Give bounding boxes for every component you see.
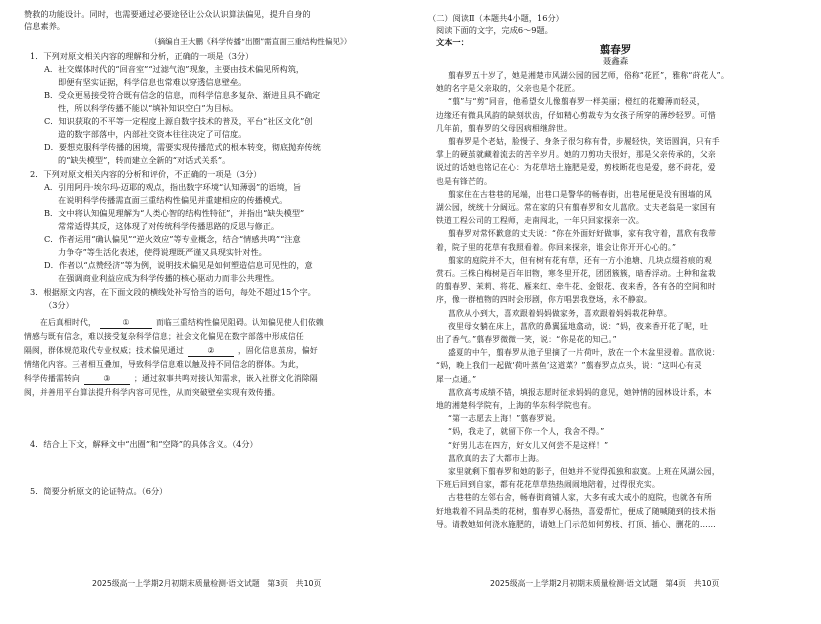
question-3-score: （3分） (44, 300, 74, 310)
story-line: 赏石。三株白梅树是百年旧物，寒冬里开花，团团簇簇，暗香浮动。土种和盆栽 (436, 269, 716, 278)
q2-option: 常常适得其反，这体现了对传统科学传播思路的反思与修正。 (58, 221, 280, 231)
question-3-stem: 3．根据原文内容，在下面文段的横线处补写恰当的语句，每处不超过15个字。 (30, 287, 316, 297)
right-page (410, 0, 821, 624)
q1-option: 的“缺失模型”，转而建立全新的“对话式关系”。 (58, 155, 231, 165)
story-line: 着，院子里的花草有我照看着。你回来探亲，谁会让你开开心心的。” (436, 242, 677, 252)
story-line: 也是有锋芒的。 (436, 176, 492, 186)
story-line: 翦家的庭院并不大，但有树有花有草，还有一方小池塘、几块点缀苔痕的观 (448, 255, 712, 265)
story-line: “好男儿志在四方，好女儿又何尝不是这样！” (448, 440, 609, 450)
blank-1[interactable]: ① (100, 318, 152, 329)
q1-option: A．社交媒体时代的“回音室”“过滤气泡”现象，主要由技术偏见所构筑， (44, 64, 305, 74)
story-line: 铁道工程公司的工程师，走南闯北，一年只回家探亲一次。 (436, 216, 644, 226)
question-1-stem: 1．下列对原文相关内容的理解和分析，正确的一项是（3分） (30, 51, 254, 61)
q2-option: A．引用阿丹·埃尔玛-迈耶的观点，指出数字环境“认知薄弱”的语境，旨 (44, 182, 302, 192)
q2-option: D．作者以“点赞经济”等为例，说明技术偏见是如何塑造信息可见性的，意 (44, 260, 313, 270)
blank-3[interactable]: ③ (84, 374, 130, 385)
story-line: “妈，晚上我们一起做‘荷叶蒸鱼’这道菜？”翦春罗点点头，说：“这叫心有灵 (436, 361, 702, 371)
q1-option: B．受众更易接受符合既有信念的信息，而科学信息多复杂、渐进且具不确定 (44, 90, 321, 100)
q3-passage-line: 科学传播需转向 ③ ；通过叙事共鸣对接认知需求，嵌入社群文化消除隔 (24, 374, 318, 383)
text-label: 文本一： (436, 37, 469, 47)
q1-option: 造的数字部落中，内部社交资本往往决定了可信度。 (58, 129, 247, 139)
story-line: 的翦春罗、茉莉、将花、雁来红、牵牛花、金银花、夜来香，各有各的空间和时 (436, 282, 716, 292)
story-line: 掌上的硬茧就藏着流去的苦辛岁月。她的刀剪功夫很好，那是父亲传承的，父亲 (436, 150, 716, 160)
story-line: 家里就剩下翦春罗和她的影子，但她并不觉得孤独和寂寞。上班在风湖公园， (448, 467, 720, 476)
q3-passage-line: 隔阂，群体规范取代专业权威；技术偏见通过 ② ，固化信息茧房，偏好 (24, 346, 318, 355)
story-line: 翦春罗是个老姑，脸慢子、身条子很匀称有骨，步履轻快，笑语圆润，只有手 (448, 137, 720, 146)
blank-2[interactable]: ② (188, 346, 234, 357)
story-line: 她的名字是父亲取的，父亲也是个花匠。 (436, 84, 580, 94)
story-line: 几年前，翦春罗的父母因病相继辞世。 (436, 123, 572, 133)
story-line: 说过的话她也铭记在心：为花草培土施肥是爱，剪枝断花也是爱，慈不莳花，爱 (436, 163, 716, 173)
story-line: 夜里母女躺在床上，菖欣的鼻翼猛地翕动，说：“妈，夜来香开花了呢，吐 (448, 321, 709, 331)
story-line: 翦家住在古巷巷的尾端，出巷口是警华的畅春街，出巷尾便是没有围墙的风 (448, 189, 712, 199)
story-author: 聂鑫森 (602, 57, 629, 67)
story-line: 湖公园，统统十分阔远。常在家的只有翦春罗和女儿菖欣。丈夫老翁是一家国有 (436, 203, 716, 212)
q3-passage-line: 情感与既有信念，难以接受复杂科学信息；社会文化偏见在数字部落中形成信任 (24, 332, 304, 341)
q1-option: C．知识获取的不平等一定程度上源自数字技术的普及，平台“社区文化”创 (44, 116, 313, 126)
story-line: 序，像一群植物的四时会形剧，你方唱罢我登场，永不静寂。 (436, 295, 652, 305)
source-citation: （摘编自王大鹏《科学传播“出圈”需直面三重结构性偏见》） (150, 37, 352, 46)
story-line: 菖欣真的去了大都市上海。 (448, 453, 544, 463)
page-footer-left: 2025级高一上学期2月初期末质量检测·语文试题 第3页 共10页 (92, 579, 322, 588)
q1-option: D．要想克服科学传播的困境，需要实现传播范式的根本转变，彻底抛弃传统 (44, 142, 321, 152)
story-title: 翦春罗 (599, 44, 632, 56)
question-2-stem: 2．下列对原文相关内容的分析和评价，不正确的一项是（3分） (30, 169, 262, 179)
story-line: 下班后回到自家，都有花花草草热热闹闹地陪着，过得很充实。 (436, 480, 660, 490)
q2-option: 在说明科学传播需直面三重结构性偏见并重建相应的传播模式。 (58, 195, 288, 205)
story-line: 古巷巷的左邻右舍，畅春街商铺人家，大多有或大或小的庭院，也就各有所 (448, 493, 712, 503)
story-line: 菖欣高考成绩不错，填报志愿时征求妈妈的意见，她钟情的园林设计系，本 (448, 387, 712, 397)
story-line: 出了香气。”翦春罗微微一笑，说：“你是花的知己。” (436, 335, 617, 344)
intro-line: 赞救的功能设计。同时，也需要通过必要途径让公众认识算法偏见，提升自身的 (24, 9, 311, 19)
question-5: 5．简要分析原文的论证特点。（6分） (30, 486, 168, 496)
question-4: 4．结合上下文，解释文中“出圈”和“空降”的具体含义。（4分） (30, 439, 258, 449)
q3-passage-line: 阂，并善用平台算法提升科学内容可见性，从而突破壁垒实现有效传播。 (24, 388, 280, 397)
story-line: 导。请教她如何浇水施肥的，请她上门示范如何剪枝、打顶、插心、删花的…… (436, 519, 716, 529)
story-line: 盛夏的中午，翦春罗从池子里摘了一片荷叶，放在一个木盆里浸着。菖欣说： (448, 348, 720, 358)
page-footer-right: 2025级高一上学期2月初期末质量检测·语文试题 第4页 共10页 (490, 579, 720, 588)
left-page (0, 0, 410, 624)
story-line: 翦春罗对常怀歉意的丈夫说：“你在外面好好做事，家有我守着，菖欣有我带 (448, 229, 717, 239)
q1-option: 性，所以科学传播不能以“填补知识空白”为目标。 (58, 103, 239, 113)
q2-option: C．作者运用“确认偏见”“逆火效应”等专业概念，结合“情感共鸣”“注意 (44, 234, 301, 244)
q2-option: B．文中将认知偏见理解为“人类心智的结构性特征”，并指出“缺失模型” (44, 208, 305, 218)
q3-passage-line: 在后真相时代， ① 而临三重结构性偏见阻碍。认知偏见使人们依赖 (40, 318, 324, 327)
story-line: 翦春罗五十岁了，她是湘楚市风湖公园的园艺师，俗称“花匠”，雅称“莳花人”。 (448, 71, 729, 80)
instruction: 阅读下面的文字，完成6～9题。 (436, 25, 553, 35)
q2-option: 在强调商业利益应成为科学传播的核心驱动力而非公共理性。 (58, 273, 280, 283)
intro-line: 信息素养。 (24, 21, 65, 31)
story-line: 好地栽着不同品类的花树，翦春罗心肠热，喜爱帮忙，便成了随喊随到的技术指 (436, 506, 716, 516)
story-line: 边缘还有微具风韵的缺刻状齿，仔如精心剪裁专为女孩子所穿的薄纱轻罗。可惜 (436, 110, 716, 120)
q2-option: 力争夺”等生活化表述，使得说理既严谨又具现实针对性。 (58, 247, 267, 257)
story-line: “第一志愿去上海！”翦春罗说。 (448, 414, 561, 424)
story-line: “翦”与“剪”同音，他希望女儿像翦春罗一样美丽；橙红的花瓣薄而轻灵， (448, 97, 705, 107)
story-line: 犀一点通。” (436, 374, 477, 384)
q1-option: 即便有坚实证据，科学信息也常难以穿透信息壁垒。 (58, 77, 247, 87)
section-heading: （二）阅读Ⅱ（本题共4小题，16分） (428, 13, 564, 23)
story-line: “妈，我走了，就留下你一个人，我舍不得。” (448, 427, 605, 437)
story-line: 菖欣从小到大，喜欢跟着妈妈做家务，喜欢跟着妈妈栽花种草。 (448, 308, 672, 318)
story-line: 地的湘楚科学院有，上海的华东科学院也有。 (436, 401, 596, 410)
q3-passage-line: 情绪化内容。三者相互叠加，导致科学信息难以触及持不同信念的群体。为此， (24, 360, 304, 369)
